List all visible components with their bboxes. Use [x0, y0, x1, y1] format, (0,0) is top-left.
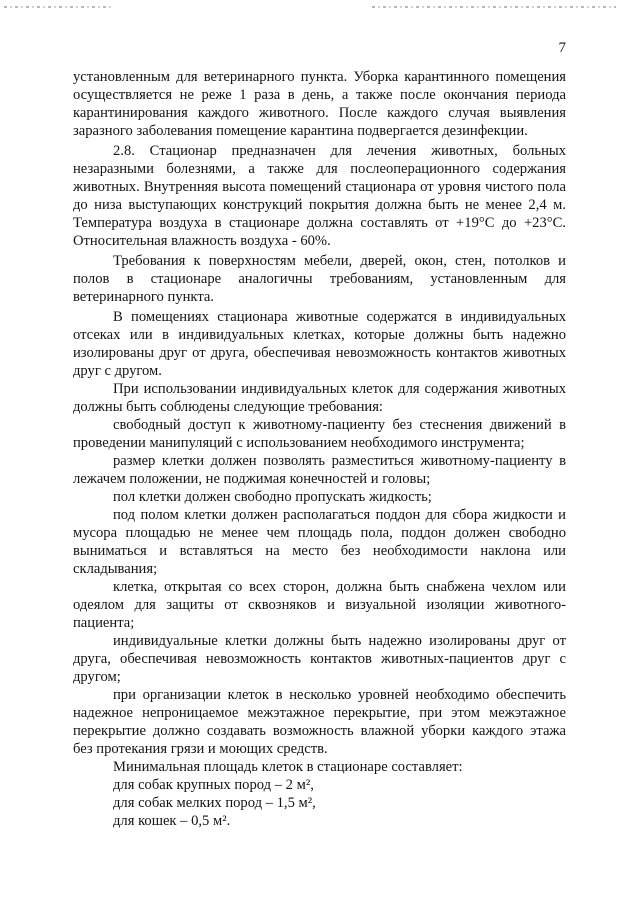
list-item-cage-floor: пол клетки должен свободно пропускать жидкость;	[113, 489, 432, 505]
paragraph-surface-requirements: Требования к поверхностям мебели, дверей, окон, стен, потолков и полов в стационаре аналогичны требованиям, установленным для ветеринарного пункта.	[73, 253, 566, 305]
list-item-multi-level: при организации клеток в несколько уровней необходимо обеспечить надежное непроницаемое межэтажное перекрытие, при этом межэтажное перекрытие должно создавать возможность влажной уборки каждого этажа без протекания грязи и моющих средств.	[73, 687, 566, 757]
paragraph-section-2-8: 2.8. Стационар предназначен для лечения животных, больных незаразными болезнями, а также для послеоперационного содержания животных. Внутренняя высота помещений стационара от уровня чистого пола до низа выступающих конструкций покрытия должна быть не менее 2,4 м. Температура воздуха в стационаре должна составлять от +19°C до +23°C. Относительная влажность воздуха - 60%.	[73, 143, 566, 249]
paragraph-minimum-area: Минимальная площадь клеток в стационаре составляет:	[113, 759, 463, 775]
document-body	[73, 68, 566, 830]
list-item-cage-isolation: индивидуальные клетки должны быть надежно изолированы друг от друга, обеспечивая невозможность контактов животных-пациентов друг с другом;	[73, 633, 566, 685]
list-item-cats: для кошек – 0,5 м².	[113, 813, 231, 829]
list-item-drip-tray: под полом клетки должен располагаться поддон для сбора жидкости и мусора площадью не менее чем площадь пола, поддон должен свободно выниматься и вставляться на место без необходимости наклона или складывания;	[73, 507, 566, 577]
list-item-free-access: свободный доступ к животному-пациенту без стеснения движений в проведении манипуляций с использованием необходимого инструмента;	[73, 417, 566, 451]
list-item-large-dogs: для собак крупных пород – 2 м²,	[113, 777, 314, 793]
paragraph-animal-housing: В помещениях стационара животные содержатся в индивидуальных отсеках или в индивидуальных клетках, которые должны быть надежно изолированы друг от друга, обеспечивая невозможность контактов животных друг с другом.	[73, 309, 566, 379]
list-item-small-dogs: для собак мелких пород – 1,5 м²,	[113, 795, 316, 811]
scan-header-artifact	[0, 0, 640, 14]
paragraph-cage-requirements-intro: При использовании индивидуальных клеток для содержания животных должны быть соблюдены следующие требования:	[73, 381, 566, 415]
list-item-cage-cover: клетка, открытая со всех сторон, должна быть снабжена чехлом или одеялом для защиты от сквозняков и визуальной изоляции животного-пациента;	[73, 579, 566, 631]
paragraph-quarantine-cleaning: установленным для ветеринарного пункта. Уборка карантинного помещения осуществляется не реже 1 раза в день, а также после окончания периода карантинирования каждого животного. После каждого случая выявления заразного заболевания помещение карантина подвергается дезинфекции.	[73, 69, 566, 139]
page-number: 7	[558, 40, 566, 56]
list-item-cage-size: размер клетки должен позволять разместиться животному-пациенту в лежачем положении, не поджимая конечностей и головы;	[73, 453, 566, 487]
